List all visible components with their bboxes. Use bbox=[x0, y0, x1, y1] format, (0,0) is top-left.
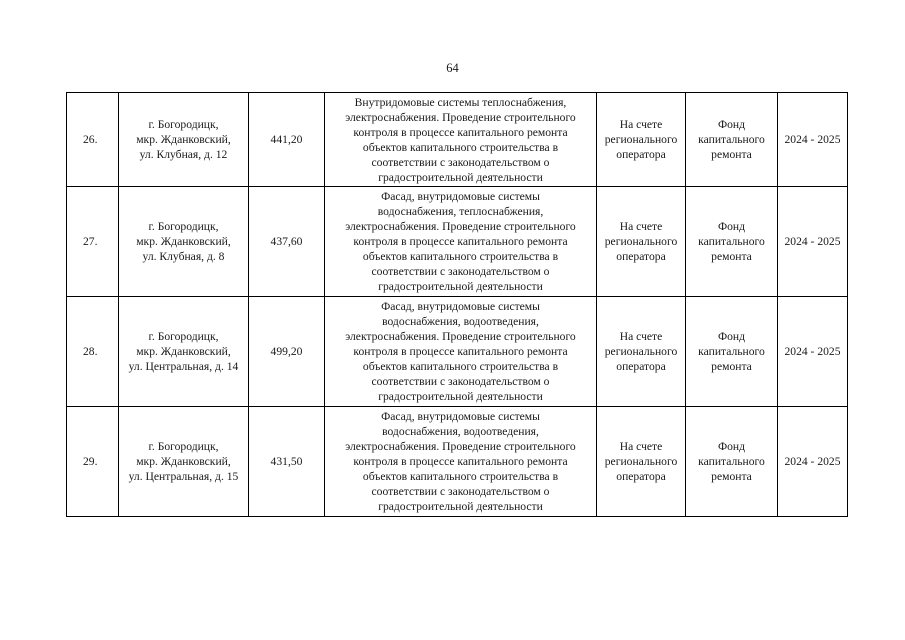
fund-cell bbox=[686, 187, 778, 297]
works-cell-line: соответствии с законодательством о bbox=[371, 485, 550, 498]
row-number-cell: 29. bbox=[67, 407, 119, 517]
works-cell-line: соответствии с законодательством о bbox=[371, 375, 550, 388]
works-cell-line: объектов капитального строительства в bbox=[362, 250, 559, 263]
table-row bbox=[67, 187, 848, 297]
address-cell-line: ул. Центральная, д. 15 bbox=[128, 470, 239, 483]
address-cell bbox=[119, 187, 249, 297]
account-cell-line: регионального bbox=[604, 345, 678, 358]
works-cell-line: объектов капитального строительства в bbox=[362, 360, 559, 373]
address-cell bbox=[119, 93, 249, 187]
works-cell-line: контроля в процессе капитального ремонта bbox=[353, 235, 568, 248]
address-cell-line: ул. Клубная, д. 8 bbox=[142, 250, 225, 263]
works-cell bbox=[325, 407, 597, 517]
works-cell bbox=[325, 187, 597, 297]
area-cell: 499,20 bbox=[249, 297, 325, 407]
account-cell bbox=[597, 187, 686, 297]
period-cell: 2024 - 2025 bbox=[778, 187, 848, 297]
table-body bbox=[67, 93, 848, 517]
fund-cell-line: ремонта bbox=[711, 470, 752, 483]
address-cell bbox=[119, 407, 249, 517]
fund-cell-line: Фонд bbox=[717, 118, 746, 131]
account-cell-line: оператора bbox=[616, 360, 666, 373]
repair-works-table bbox=[66, 92, 848, 517]
address-cell-line: мкр. Жданковский, bbox=[136, 345, 231, 358]
fund-cell-line: капитального bbox=[698, 455, 765, 468]
fund-cell-line: ремонта bbox=[711, 360, 752, 373]
table-row bbox=[67, 297, 848, 407]
account-cell-line: регионального bbox=[604, 133, 678, 146]
row-number-cell: 27. bbox=[67, 187, 119, 297]
works-cell-line: контроля в процессе капитального ремонта bbox=[353, 345, 568, 358]
address-cell-line: мкр. Жданковский, bbox=[136, 235, 231, 248]
fund-cell-line: капитального bbox=[698, 345, 765, 358]
fund-cell-line: ремонта bbox=[711, 250, 752, 263]
account-cell-line: регионального bbox=[604, 455, 678, 468]
account-cell-line: оператора bbox=[616, 470, 666, 483]
row-number-cell: 28. bbox=[67, 297, 119, 407]
fund-cell-line: Фонд bbox=[717, 220, 746, 233]
account-cell-line: оператора bbox=[616, 250, 666, 263]
fund-cell bbox=[686, 297, 778, 407]
works-cell-line: Фасад, внутридомовые системы bbox=[381, 300, 540, 313]
period-cell: 2024 - 2025 bbox=[778, 93, 848, 187]
fund-cell-line: капитального bbox=[698, 133, 765, 146]
address-cell-line: ул. Клубная, д. 12 bbox=[139, 148, 228, 161]
account-cell-line: На счете bbox=[619, 330, 663, 343]
works-cell-line: градостроительной деятельности bbox=[378, 170, 543, 184]
account-cell-line: На счете bbox=[619, 220, 663, 233]
works-cell-line: объектов капитального строительства в bbox=[362, 140, 559, 154]
address-cell-line: г. Богородицк, bbox=[148, 440, 219, 453]
works-cell bbox=[325, 93, 597, 187]
account-cell bbox=[597, 297, 686, 407]
address-cell-line: ул. Центральная, д. 14 bbox=[128, 360, 239, 373]
account-cell-line: На счете bbox=[619, 118, 663, 131]
area-cell: 437,60 bbox=[249, 187, 325, 297]
period-cell: 2024 - 2025 bbox=[778, 407, 848, 517]
address-cell-line: г. Богородицк, bbox=[148, 330, 219, 343]
account-cell-line: На счете bbox=[619, 440, 663, 453]
account-cell-line: оператора bbox=[616, 148, 666, 161]
table-row bbox=[67, 93, 848, 187]
works-cell-line: Фасад, внутридомовые системы bbox=[381, 410, 540, 423]
fund-cell-line: ремонта bbox=[711, 148, 752, 161]
account-cell-line: регионального bbox=[604, 235, 678, 248]
table-row bbox=[67, 407, 848, 517]
address-cell bbox=[119, 297, 249, 407]
area-cell: 431,50 bbox=[249, 407, 325, 517]
works-cell-line: электроснабжения. Проведение строительного bbox=[345, 330, 576, 343]
fund-cell-line: Фонд bbox=[717, 330, 746, 343]
works-cell bbox=[325, 297, 597, 407]
works-cell-line: электроснабжения. Проведение строительного bbox=[345, 440, 576, 453]
works-cell-line: контроля в процессе капитального ремонта bbox=[353, 125, 568, 139]
address-cell-line: г. Богородицк, bbox=[148, 220, 219, 233]
account-cell bbox=[597, 93, 686, 187]
works-cell-line: соответствии с законодательством о bbox=[371, 155, 550, 169]
fund-cell bbox=[686, 93, 778, 187]
page-number: 64 bbox=[446, 61, 459, 75]
row-number-cell: 26. bbox=[67, 93, 119, 187]
works-cell-line: объектов капитального строительства в bbox=[362, 470, 559, 483]
works-cell-line: водоснабжения, водоотведения, bbox=[382, 425, 539, 438]
account-cell bbox=[597, 407, 686, 517]
address-cell-line: мкр. Жданковский, bbox=[136, 133, 231, 146]
works-cell-line: электроснабжения. Проведение строительного bbox=[345, 220, 576, 233]
area-cell: 441,20 bbox=[249, 93, 325, 187]
works-cell-line: Фасад, внутридомовые системы bbox=[381, 190, 540, 203]
works-cell-line: водоснабжения, теплоснабжения, bbox=[377, 205, 544, 218]
works-cell-line: Внутридомовые системы теплоснабжения, bbox=[354, 95, 567, 109]
works-cell-line: градостроительной деятельности bbox=[378, 390, 543, 403]
fund-cell bbox=[686, 407, 778, 517]
works-cell-line: градостроительной деятельности bbox=[378, 500, 543, 513]
works-cell-line: соответствии с законодательством о bbox=[371, 265, 550, 278]
address-cell-line: г. Богородицк, bbox=[148, 118, 219, 131]
works-cell-line: электроснабжения. Проведение строительного bbox=[345, 110, 576, 124]
works-cell-line: градостроительной деятельности bbox=[378, 280, 543, 293]
address-cell-line: мкр. Жданковский, bbox=[136, 455, 231, 468]
fund-cell-line: капитального bbox=[698, 235, 765, 248]
fund-cell-line: Фонд bbox=[717, 440, 746, 453]
works-cell-line: водоснабжения, водоотведения, bbox=[382, 315, 539, 328]
period-cell: 2024 - 2025 bbox=[778, 297, 848, 407]
works-cell-line: контроля в процессе капитального ремонта bbox=[353, 455, 568, 468]
